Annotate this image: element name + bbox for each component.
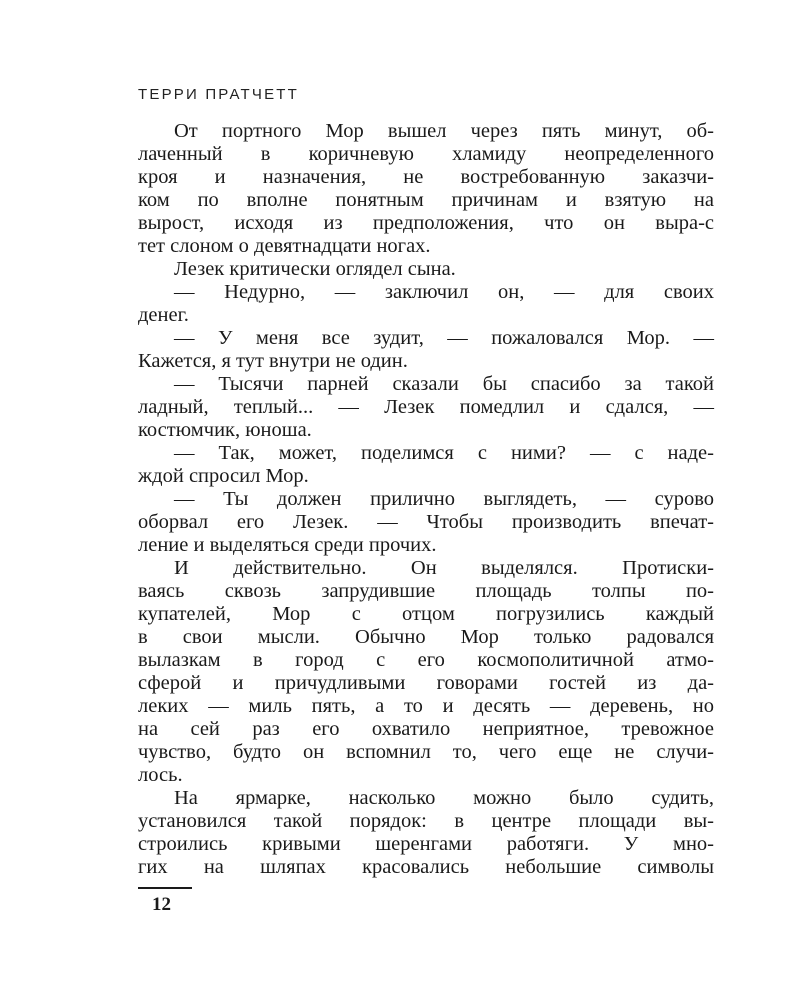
text-line: Лезек критически оглядел сына.	[174, 258, 456, 280]
text-line: денег.	[138, 304, 189, 326]
text-line: ждой спросил Мор.	[138, 465, 309, 487]
text-line: установился такой порядок: в центре площади вы-	[138, 810, 714, 832]
running-head: ТЕРРИ ПРАТЧЕТТ	[138, 86, 300, 103]
body-text	[138, 120, 714, 879]
text-line: На ярмарке, насколько можно было судить,	[174, 787, 714, 809]
text-line: Кажется, я тут внутри не один.	[138, 350, 408, 372]
text-line: ком по вполне понятным причинам и взятую на	[138, 189, 714, 211]
text-line: ление и выделяться среди прочих.	[138, 534, 437, 556]
page-number: 12	[152, 894, 171, 915]
text-line: кроя и назначения, не востребованную заказчи-	[138, 166, 714, 188]
text-line: От портного Мор вышел через пять минут, об-	[174, 120, 714, 142]
text-line: сферой и причудливыми говорами гостей из да-	[138, 672, 714, 694]
text-line: — Недурно, — заключил он, — для своих	[174, 281, 714, 303]
text-line: вырост, исходя из предположения, что он выра-с	[138, 212, 714, 234]
text-line: костюмчик, юноша.	[138, 419, 312, 441]
text-line: в свои мысли. Обычно Мор только радовался	[138, 626, 714, 648]
text-line: на сей раз его охватило неприятное, тревожное	[138, 718, 714, 740]
text-line: ваясь сквозь запрудившие площадь толпы по-	[138, 580, 714, 602]
text-line: купателей, Мор с отцом погрузились каждый	[138, 603, 714, 625]
text-line: ладный, теплый... — Лезек помедлил и сдался, —	[138, 396, 714, 418]
text-line: тет слоном о девятнадцати ногах.	[138, 235, 431, 257]
text-line: — Тысячи парней сказали бы спасибо за такой	[174, 373, 714, 395]
text-line: гих на шляпах красовались небольшие символы	[138, 856, 714, 878]
text-line: вылазкам в город с его космополитичной атмо-	[138, 649, 714, 671]
text-line: оборвал его Лезек. — Чтобы производить впечат-	[138, 511, 714, 533]
footer-rule	[138, 887, 192, 889]
text-line: леких — миль пять, а то и десять — деревень, но	[138, 695, 714, 717]
text-line: — Так, может, поделимся с ними? — с наде-	[174, 442, 714, 464]
text-line: — Ты должен прилично выглядеть, — сурово	[174, 488, 714, 510]
text-line: лось.	[138, 764, 183, 786]
text-line: лаченный в коричневую хламиду неопределенного	[138, 143, 714, 165]
text-line: — У меня все зудит, — пожаловался Мор. —	[174, 327, 714, 349]
text-line: И действительно. Он выделялся. Протиски-	[174, 557, 714, 579]
text-line: строились кривыми шеренгами работяги. У мно-	[138, 833, 714, 855]
text-line: чувство, будто он вспомнил то, чего еще не случи-	[138, 741, 714, 763]
